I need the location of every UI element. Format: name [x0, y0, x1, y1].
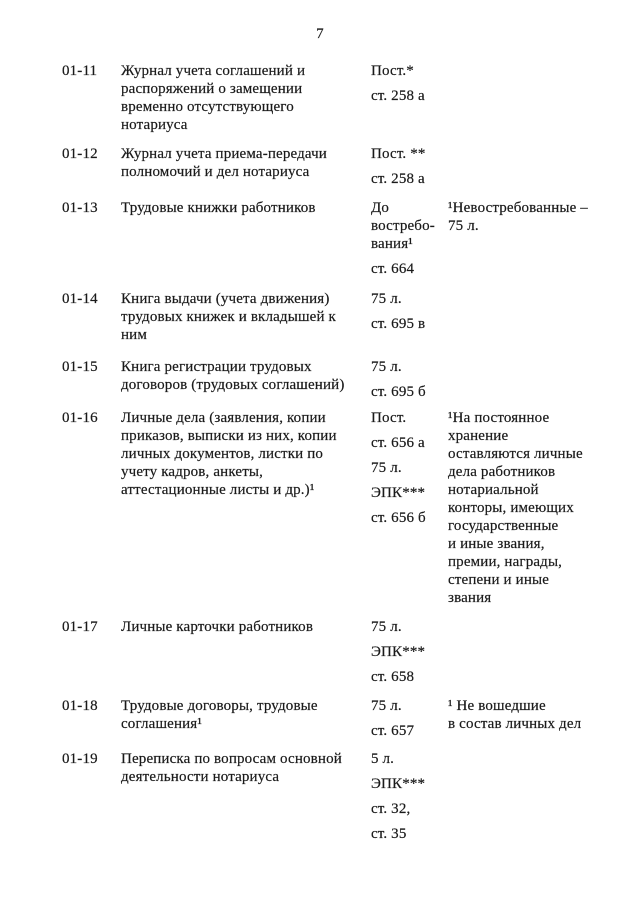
title-line: соглашения¹: [121, 716, 203, 732]
term-line: ст. 657: [371, 723, 415, 739]
term-segment: [371, 509, 447, 527]
note-line: ¹Невостребованные –: [448, 200, 588, 216]
note-line: оставляются личные: [448, 446, 583, 462]
retention-term: [371, 697, 447, 740]
row-title: [121, 750, 353, 786]
term-line: Пост.*: [371, 63, 414, 79]
row-index-text: 01-19: [62, 751, 98, 767]
term-line: востребо-: [371, 218, 435, 234]
row-note: [448, 199, 603, 235]
term-segment: [371, 643, 447, 661]
note-line: государственные: [448, 518, 559, 534]
term-line: ст. 695 в: [371, 316, 426, 332]
note-line: ¹На постоянное: [448, 410, 550, 426]
title-line: полномочий и дел нотариуса: [121, 164, 310, 180]
row-note: [448, 409, 603, 607]
note-line: и иные звания,: [448, 536, 545, 552]
term-segment: [371, 383, 447, 401]
retention-term: [371, 409, 447, 527]
retention-term: [371, 358, 447, 401]
term-segment: [371, 199, 447, 253]
title-line: нотариуса: [121, 117, 188, 133]
row-index: [62, 697, 117, 715]
term-segment: [371, 62, 447, 80]
row-index: [62, 409, 117, 427]
term-segment: [371, 170, 447, 188]
title-line: Личные карточки работников: [121, 619, 314, 635]
title-line: приказов, выписки из них, копии: [121, 428, 337, 444]
term-line: вания¹: [371, 236, 413, 252]
term-line: 75 л.: [371, 460, 402, 476]
term-line: 75 л.: [371, 359, 402, 375]
title-line: трудовых книжек и вкладышей к: [121, 309, 336, 325]
term-segment: [371, 484, 447, 502]
term-segment: [371, 775, 447, 793]
row-index-text: 01-12: [62, 146, 98, 162]
row-title: [121, 618, 353, 636]
term-segment: [371, 459, 447, 477]
term-segment: [371, 668, 447, 686]
title-line: Трудовые книжки работников: [121, 200, 316, 216]
title-line: Трудовые договоры, трудовые: [121, 698, 318, 714]
term-segment: [371, 145, 447, 163]
title-line: деятельности нотариуса: [121, 769, 280, 785]
retention-term: [371, 199, 447, 278]
term-segment: [371, 358, 447, 376]
row-index: [62, 62, 117, 80]
term-segment: [371, 290, 447, 308]
retention-term: [371, 290, 447, 333]
term-line: ЭПК***: [371, 776, 426, 792]
title-line: временно отсутствующего: [121, 99, 294, 115]
note-line: 75 л.: [448, 218, 479, 234]
row-index-text: 01-17: [62, 619, 98, 635]
row-index: [62, 290, 117, 308]
note-line: степени и иные: [448, 572, 550, 588]
row-index-text: 01-11: [62, 63, 98, 79]
term-line: 75 л.: [371, 619, 402, 635]
term-line: ст. 656 б: [371, 510, 426, 526]
note-line: ¹ Не вошедшие: [448, 698, 546, 714]
row-title: [121, 290, 353, 344]
term-segment: [371, 315, 447, 333]
row-index-text: 01-14: [62, 291, 98, 307]
term-line: ст. 258 а: [371, 171, 425, 187]
term-line: 75 л.: [371, 291, 402, 307]
term-line: ЭПК***: [371, 644, 426, 660]
row-title: [121, 62, 353, 134]
term-segment: [371, 750, 447, 768]
term-segment: [371, 260, 447, 278]
term-line: Пост. **: [371, 146, 426, 162]
row-index: [62, 199, 117, 217]
title-line: личных документов, листки по: [121, 446, 324, 462]
title-line: Журнал учета приема-передачи: [121, 146, 327, 162]
retention-term: [371, 618, 447, 686]
retention-term: [371, 750, 447, 843]
term-segment: [371, 618, 447, 636]
title-line: Книга регистрации трудовых: [121, 359, 312, 375]
term-segment: [371, 697, 447, 715]
retention-term: [371, 145, 447, 188]
title-line: Личные дела (заявления, копии: [121, 410, 326, 426]
row-index: [62, 145, 117, 163]
note-line: звания: [448, 590, 492, 606]
term-line: ст. 658: [371, 669, 415, 685]
title-line: Журнал учета соглашений и: [121, 63, 306, 79]
term-segment: [371, 434, 447, 452]
row-index-text: 01-18: [62, 698, 98, 714]
note-line: конторы, имеющих: [448, 500, 574, 516]
note-line: в состав личных дел: [448, 716, 582, 732]
row-index-text: 01-16: [62, 410, 98, 426]
title-line: учету кадров, анкеты,: [121, 464, 264, 480]
retention-term: [371, 62, 447, 105]
title-line: Книга выдачи (учета движения): [121, 291, 330, 307]
term-line: 75 л.: [371, 698, 402, 714]
note-line: нотариальной: [448, 482, 539, 498]
term-line: 5 л.: [371, 751, 395, 767]
term-line: Пост.: [371, 410, 407, 426]
term-line: ст. 656 а: [371, 435, 425, 451]
row-index-text: 01-15: [62, 359, 98, 375]
term-line: ЭПК***: [371, 485, 426, 501]
term-line: ст. 258 а: [371, 88, 425, 104]
term-line: ст. 35: [371, 826, 407, 842]
row-title: [121, 358, 353, 394]
term-line: ст. 32,: [371, 801, 411, 817]
title-line: ним: [121, 327, 147, 343]
note-line: дела работников: [448, 464, 556, 480]
term-line: До: [371, 200, 390, 216]
row-title: [121, 409, 353, 499]
title-line: Переписка по вопросам основной: [121, 751, 342, 767]
term-segment: [371, 409, 447, 427]
row-title: [121, 697, 353, 733]
term-line: ст. 695 б: [371, 384, 426, 400]
row-title: [121, 145, 353, 181]
term-segment: [371, 800, 447, 818]
title-line: аттестационные листы и др.)¹: [121, 482, 315, 498]
note-line: хранение: [448, 428, 509, 444]
term-line: ст. 664: [371, 261, 415, 277]
term-segment: [371, 722, 447, 740]
term-segment: [371, 87, 447, 105]
row-index: [62, 618, 117, 636]
note-line: премии, награды,: [448, 554, 563, 570]
row-title: [121, 199, 353, 217]
term-segment: [371, 825, 447, 843]
title-line: договоров (трудовых соглашений): [121, 377, 345, 393]
page-number: 7: [316, 26, 324, 42]
row-note: [448, 697, 603, 733]
row-index: [62, 358, 117, 376]
row-index: [62, 750, 117, 768]
title-line: распоряжений о замещении: [121, 81, 303, 97]
row-index-text: 01-13: [62, 200, 98, 216]
